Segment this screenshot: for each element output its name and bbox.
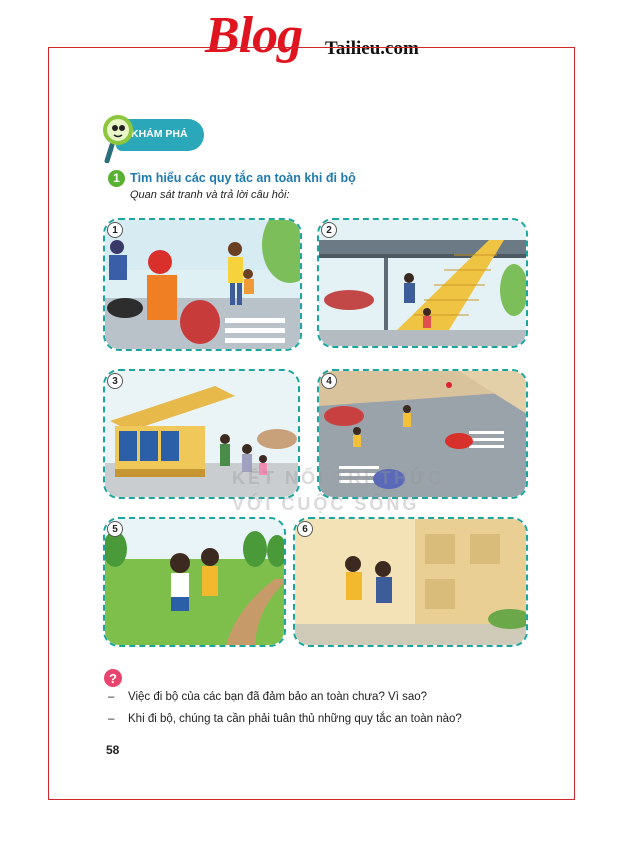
logo-main-text: Blog bbox=[205, 7, 303, 64]
panel-number: 4 bbox=[321, 373, 337, 389]
panel-number: 6 bbox=[297, 521, 313, 537]
question-item-2 bbox=[108, 713, 462, 725]
question-text: Khi đi bộ, chúng ta cần phải tuân thủ những quy tắc an toàn nào? bbox=[128, 713, 462, 725]
pedestrian-bridge-scene bbox=[319, 220, 528, 348]
instruction-text: Quan sát tranh và trả lời câu hỏi: bbox=[130, 189, 290, 201]
question-text: Việc đi bộ của các bạn đã đảm bảo an toàn chưa? Vì sao? bbox=[128, 691, 428, 703]
watermark-line-1: KẾT NỐI TRI THỨC bbox=[232, 468, 444, 488]
section-number: 1 bbox=[108, 170, 125, 187]
illustration-panel-1 bbox=[103, 218, 302, 351]
section-heading bbox=[108, 168, 356, 188]
watermark-line-2: VỚI CUỘC SỐNG bbox=[232, 494, 420, 514]
panel-number: 3 bbox=[107, 373, 123, 389]
bullet-dash: – bbox=[108, 691, 115, 703]
panel-number: 1 bbox=[107, 222, 123, 238]
section-title: Tìm hiểu các quy tắc an toàn khi đi bộ bbox=[130, 171, 356, 185]
panel-number: 2 bbox=[321, 222, 337, 238]
page-number: 58 bbox=[106, 743, 120, 757]
badge-label: KHÁM PHÁ bbox=[131, 128, 188, 140]
logo-sub-text: Tailieu.com bbox=[325, 38, 419, 59]
kham-pha-badge bbox=[103, 105, 208, 159]
question-item-1 bbox=[108, 691, 427, 703]
panel-number: 5 bbox=[107, 521, 123, 537]
magnifier-icon bbox=[103, 111, 133, 163]
illustration-panel-6 bbox=[293, 517, 528, 647]
street-crossing-scene bbox=[105, 220, 302, 351]
sidewalk-scene bbox=[295, 519, 528, 647]
country-road-scene bbox=[105, 519, 286, 647]
illustration-panel-2 bbox=[317, 218, 528, 348]
bullet-dash: – bbox=[108, 713, 115, 725]
illustration-panel-5 bbox=[103, 517, 286, 647]
question-icon: ? bbox=[104, 669, 122, 687]
